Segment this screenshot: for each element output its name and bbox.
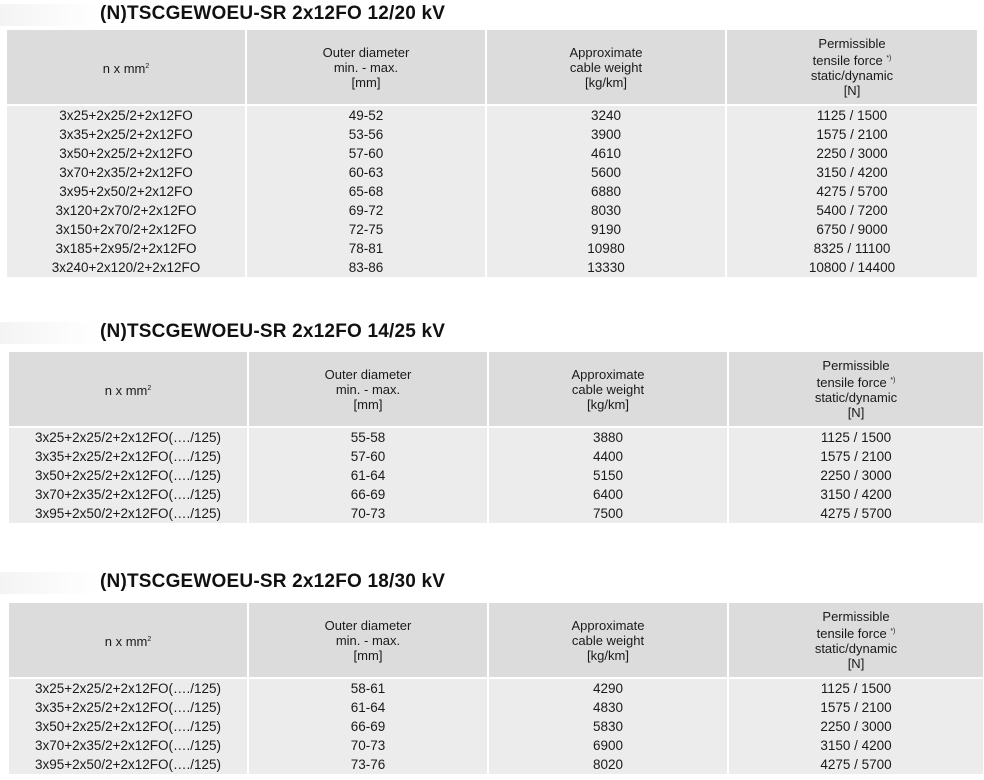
cell-cable-weight: 6880 [487, 182, 725, 201]
cell-cable-weight: 5150 [489, 466, 727, 485]
cell-outer-diameter: 66-69 [249, 717, 487, 736]
table-row [7, 144, 977, 163]
header-cable-weight: Approximate cable weight [kg/km] [487, 30, 725, 106]
cell-tensile-force: 3150 / 4200 [729, 485, 983, 504]
header-conductor: n x $mm^2$ [7, 30, 245, 106]
cell-tensile-force: 1575 / 2100 [727, 125, 977, 144]
table-row [7, 125, 977, 144]
cell-outer-diameter: 69-72 [247, 201, 485, 220]
cell-cable-weight: 4400 [489, 447, 727, 466]
cell-cable-weight: 9190 [487, 220, 725, 239]
header-cable-weight: Approximate cable weight [kg/km] [489, 352, 727, 428]
table-row [9, 698, 983, 717]
table-row [7, 201, 977, 220]
cell-outer-diameter: 65-68 [247, 182, 485, 201]
table-row [9, 679, 983, 698]
cell-outer-diameter: 83-86 [247, 258, 485, 277]
table-row [7, 106, 977, 125]
cell-conductor: 3x95+2x50/2+2x12FO(…./125) [9, 755, 247, 774]
header-cable-weight: Approximate cable weight [kg/km] [489, 603, 727, 679]
cell-cable-weight: 5600 [487, 163, 725, 182]
cell-cable-weight: 3900 [487, 125, 725, 144]
cell-outer-diameter: 66-69 [249, 485, 487, 504]
table-title: (N)TSCGEWOEU-SR 2x12FO 12/20 kV [100, 3, 446, 24]
cell-outer-diameter: 49-52 [247, 106, 485, 125]
cell-conductor: 3x120+2x70/2+2x12FO [7, 201, 245, 220]
cell-cable-weight: 6900 [489, 736, 727, 755]
table-row [9, 504, 983, 523]
cell-tensile-force: 4275 / 5700 [727, 182, 977, 201]
cell-cable-weight: 4290 [489, 679, 727, 698]
cell-conductor: 3x70+2x35/2+2x12FO(…./125) [9, 485, 247, 504]
cell-outer-diameter: 78-81 [247, 239, 485, 258]
cell-cable-weight: 7500 [489, 504, 727, 523]
cell-cable-weight: 3880 [489, 428, 727, 447]
cell-conductor: 3x35+2x25/2+2x12FO(…./125) [9, 447, 247, 466]
cell-conductor: 3x25+2x25/2+2x12FO [7, 106, 245, 125]
table-row [9, 466, 983, 485]
header-conductor: n x $mm^2$ [9, 603, 247, 679]
header-conductor: n x $mm^2$ [9, 352, 247, 428]
cell-tensile-force: 1125 / 1500 [729, 679, 983, 698]
cell-conductor: 3x240+2x120/2+2x12FO [7, 258, 245, 277]
cell-conductor: 3x35+2x25/2+2x12FO [7, 125, 245, 144]
cell-outer-diameter: 61-64 [249, 698, 487, 717]
cell-conductor: 3x50+2x25/2+2x12FO(…./125) [9, 466, 247, 485]
cell-outer-diameter: 57-60 [249, 447, 487, 466]
table-row [7, 220, 977, 239]
cable-table-18-30kv [7, 603, 984, 774]
cell-cable-weight: 6400 [489, 485, 727, 504]
cell-tensile-force: 2250 / 3000 [729, 466, 983, 485]
table-row [7, 239, 977, 258]
table-row [9, 428, 983, 447]
cell-outer-diameter: 53-56 [247, 125, 485, 144]
cell-tensile-force: 4275 / 5700 [729, 755, 983, 774]
cable-table-12-20kv [5, 30, 979, 277]
cell-outer-diameter: 73-76 [249, 755, 487, 774]
cell-tensile-force: 4275 / 5700 [729, 504, 983, 523]
table-title: (N)TSCGEWOEU-SR 2x12FO 14/25 kV [100, 321, 446, 342]
cell-cable-weight: 8020 [489, 755, 727, 774]
cell-tensile-force: 1125 / 1500 [729, 428, 983, 447]
cell-outer-diameter: 70-73 [249, 504, 487, 523]
cell-outer-diameter: 58-61 [249, 679, 487, 698]
cell-conductor: 3x50+2x25/2+2x12FO [7, 144, 245, 163]
table-row [7, 258, 977, 277]
table-row [9, 447, 983, 466]
header-tensile-force: Permissible tensile force *) static/dynamic [N] [729, 352, 983, 428]
table-row [7, 163, 977, 182]
cell-conductor: 3x70+2x35/2+2x12FO [7, 163, 245, 182]
cell-conductor: 3x35+2x25/2+2x12FO(…./125) [9, 698, 247, 717]
cell-conductor: 3x95+2x50/2+2x12FO(…./125) [9, 504, 247, 523]
table-row [9, 717, 983, 736]
cell-outer-diameter: 60-63 [247, 163, 485, 182]
cell-conductor: 3x25+2x25/2+2x12FO(…./125) [9, 428, 247, 447]
cell-tensile-force: 5400 / 7200 [727, 201, 977, 220]
table-row [9, 736, 983, 755]
header-outer-diameter: Outer diameter min. - max. [mm] [249, 603, 487, 679]
cell-cable-weight: 3240 [487, 106, 725, 125]
table-row [7, 182, 977, 201]
table-row [9, 485, 983, 504]
cell-cable-weight: 4830 [489, 698, 727, 717]
cell-cable-weight: 5830 [489, 717, 727, 736]
cell-conductor: 3x50+2x25/2+2x12FO(…./125) [9, 717, 247, 736]
cell-cable-weight: 8030 [487, 201, 725, 220]
cell-outer-diameter: 70-73 [249, 736, 487, 755]
cell-conductor: 3x70+2x35/2+2x12FO(…./125) [9, 736, 247, 755]
cell-conductor: 3x185+2x95/2+2x12FO [7, 239, 245, 258]
cell-cable-weight: 4610 [487, 144, 725, 163]
cell-tensile-force: 8325 / 11100 [727, 239, 977, 258]
header-tensile-force: Permissible tensile force *) static/dynamic [N] [729, 603, 983, 679]
header-outer-diameter: Outer diameter min. - max. [mm] [247, 30, 485, 106]
cell-outer-diameter: 72-75 [247, 220, 485, 239]
cell-tensile-force: 1575 / 2100 [729, 447, 983, 466]
header-outer-diameter: Outer diameter min. - max. [mm] [249, 352, 487, 428]
cell-outer-diameter: 61-64 [249, 466, 487, 485]
cell-tensile-force: 2250 / 3000 [727, 144, 977, 163]
cable-table-14-25kv [7, 352, 984, 523]
cell-tensile-force: 1125 / 1500 [727, 106, 977, 125]
cell-outer-diameter: 55-58 [249, 428, 487, 447]
cell-tensile-force: 2250 / 3000 [729, 717, 983, 736]
cell-conductor: 3x95+2x50/2+2x12FO [7, 182, 245, 201]
cell-cable-weight: 13330 [487, 258, 725, 277]
cell-conductor: 3x150+2x70/2+2x12FO [7, 220, 245, 239]
cell-conductor: 3x25+2x25/2+2x12FO(…./125) [9, 679, 247, 698]
cell-tensile-force: 1575 / 2100 [729, 698, 983, 717]
table-row [9, 755, 983, 774]
cell-cable-weight: 10980 [487, 239, 725, 258]
cell-tensile-force: 3150 / 4200 [727, 163, 977, 182]
cell-tensile-force: 3150 / 4200 [729, 736, 983, 755]
header-tensile-force: Permissible tensile force *) static/dynamic [N] [727, 30, 977, 106]
cell-tensile-force: 6750 / 9000 [727, 220, 977, 239]
table-title: (N)TSCGEWOEU-SR 2x12FO 18/30 kV [100, 571, 446, 592]
cell-tensile-force: 10800 / 14400 [727, 258, 977, 277]
cell-outer-diameter: 57-60 [247, 144, 485, 163]
